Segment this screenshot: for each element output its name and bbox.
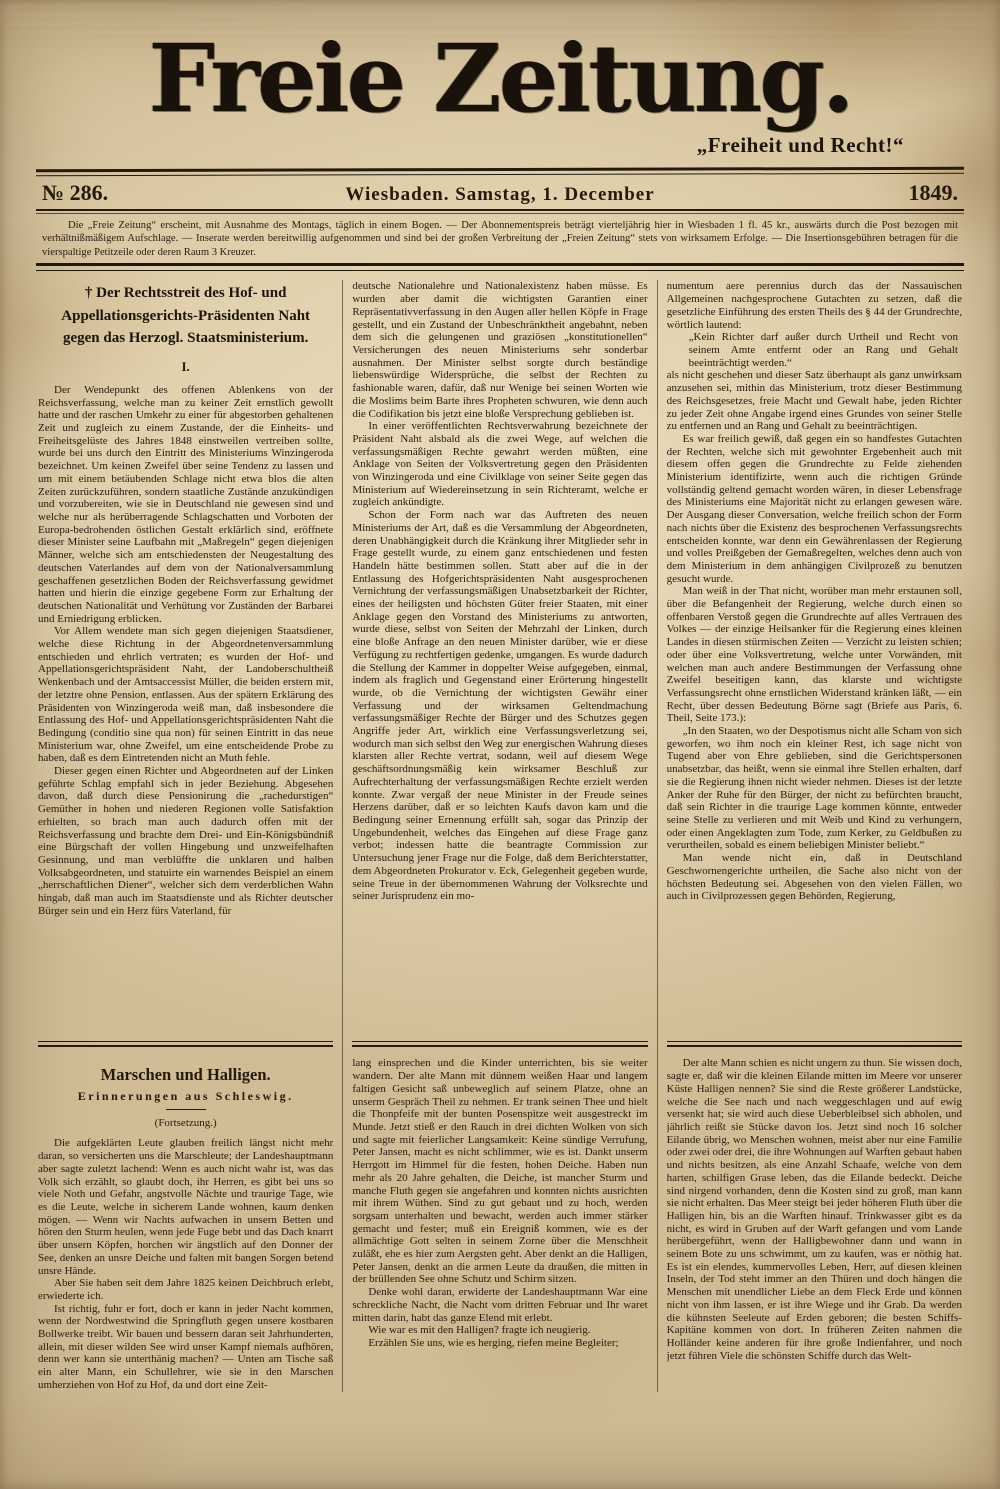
- continuation-note: (Fortsetzung.): [154, 1117, 217, 1130]
- paragraph: numentum aere perennius durch das der Nassauischen Allgemeinen nachgesprochene Gutachten zu setzen, daß die gesetzliche Einführung des ersten Theils des § 44 der Grundrechte, wörtlich lautend:: [666, 280, 962, 331]
- paragraph: Man weiß in der That nicht, worüber man mehr erstaunen soll, über die Befangenheit der Regierung, welche durch einen so offenbaren Verstoß gegen die Grundrechte auf alles Vertrauen des Volkes — der einzige Heilsanker für die Regierung eines kleinen Landes in diesen stürmischen Zeiten — Verzicht zu leisten schien; oder über eine Volksvertretung, welche unter Vorwänden, mit welchen man auch andere Bestimmungen der Verfassung ohne Zweifel beseitigen kann, das klarste und wichtigste Verfassungsrecht ohne ernstlichen Widerstand kränken läßt, — ein Recht, über dessen Bedeutung Börne sagt (Briefe aus Paris, 6. Theil, Seite 173.):: [666, 585, 962, 725]
- column-2-article-1: [352, 280, 647, 1032]
- paragraph: In einer veröffentlichten Rechtsverwahrung bezeichnete der Präsident Naht alsbald als die zwei Wege, auf welchen die verfassungsmäßigen Rechte gewahrt werden müßten, eine Anklage von Seiten der Volksvertretung gegen den Präsidenten von Winzingeroda und eine Civilklage von seiner Seite gegen das Ministerium auf Wiedereinsetzung in sein Richteramt, welche er zugleich ankündigte.: [352, 420, 648, 509]
- column-3-article-2: [667, 1057, 962, 1362]
- dagger-mark: †: [84, 285, 93, 302]
- paragraph: Aber Sie haben seit dem Jahre 1825 keinen Deichbruch erlebt, erwiederte ich.: [38, 1277, 334, 1302]
- paragraph: Man wende nicht ein, daß in Deutschland Geschwornengerichte urtheilen, die Sache also nicht von der höchsten Bedeutung sei. Abgesehen von den vielen Fällen, wo auch in Civilprozessen gegen Behörden, Regierung,: [666, 852, 962, 903]
- section-divider-rule: [38, 1041, 333, 1047]
- year: 1849.: [908, 179, 958, 205]
- quote-paragraph: „In den Staaten, wo der Despotismus nicht alle Scham von sich geworfen, wo ihm noch ein kleiner Rest, ich sage nicht von Tugend aber von Ehre geblieben, sind die Gerichtspersonen unabsetzbar, das heißt, wenn sie einmal ihre Stellen erhalten, darf sie die Regierung ihnen nicht wieder nehmen. Dieses ist der letzte Anker der Ruhe für den Bürger, der nicht zu befürchten braucht, daß sein Richter in die traurige Lage kommen könnte, entweder seine Stelle zu verlieren und mit Weib und Kind zu verhungern, oder einen Angeklagten zum Tode, zum Kerker, zu Geldbußen zu verurtheilen, sobald es einem beliebigen Minister beliebt.“: [666, 725, 962, 852]
- column-2-article-2: [352, 1057, 647, 1349]
- paragraph: Die aufgeklärten Leute glauben freilich längst nicht mehr daran, so versicherten uns die Marschleute; der Landeshauptmann aber sagte zuletzt lachend: Wenn es auch nicht wahr ist, was das Volk sich erzählt, so glaubt doch, ihr Herren, es gibt bei uns so viele Noth und Gefahr, angstvolle Nächte und traurige Tage, wie es die Leute, welche in sicherem Lande wohnen, kaum denken mögen. — Wenn wir Nachts aufwachen in unsern Betten und hören den Sturm heulen, wenn jede Fuge bebt und das Dach knarrt über unsern Köpfen, horchen wir ängstlich auf den Donner der See, denken an unsre Deiche und falten mit bangen Sorgen betend unsre Hände.: [38, 1137, 334, 1277]
- paragraph: Der Wendepunkt des offenen Ablenkens von der Reichsverfassung, welche man zu keiner Zeit ernstlich gewollt hatte und der raschen Umkehr zu einer für abgestorben gehaltenen Zeit und zugleich zu einem Zustande, der die Einheits- und Freiheitsgelüste des Jahres 1848 einstweilen vertreiben sollte, wurde bei uns durch den Eintritt des Ministeriums Winzingeroda bezeichnet. Um keinen Zweifel über seine Tendenz zu lassen und um mit einem betäubenden Schlage nicht etwa blos die alten Zeiten zurückzuführen, sondern staatliche Zustände anzukündigen und vorzubereiten, wie sie in Deutschland nie gewesen sind und welche nur als herüberragende Schlagschatten und Vorboten der Europa-bedrohenden östlichen Gestalt erklärlich sind, eröffnete dieser Minister seine Laufbahn mit „Maßregeln“ gegen diejenigen Männer, welche sich am entschiedensten der Neugestaltung des deutschen Vaterlandes auf dem von der Nationalversammlung geschaffenen gesetzlichen Boden der Reichsverfassung gewidmet hatten und hierin die einzige gegebene Form zur Erhaltung der deutschen Nationalität und Verhütung vor Zuständen der Barbarei und Erniedrigung erblicken.: [38, 383, 334, 625]
- dateline: Wiesbaden. Samstag, 1. December: [345, 183, 655, 205]
- quote-paragraph: „Kein Richter darf außer durch Urtheil und Recht von seinem Amte entfernt oder an Rang und Gehalt beeinträchtigt werden.“: [688, 331, 958, 369]
- issue-number: № 286.: [42, 179, 109, 205]
- paragraph: Vor Allem wendete man sich gegen diejenigen Staatsdiener, welche diese Richtung in der Abgeordnetenversammlung entschieden und ehrlich vertraten; es wurden der Hof- und Appellationsgerichtspräsident Naht, der Landoberschultheiß Wenkenbach und der Amtsaccessist Müller, die beiden erstern mit, der letztre ohne Pension, entlassen. Aus der spätern Erklärung des Präsidenten von Winzingeroda weiß man, daß insbesondere die Entlassung des Hof- und Appellationsgerichtspräsidenten Naht die Bedingung (conditio sine qua non) für seinen Eintritt in das neue Ministerium war, ohne Zweifel, um eine entscheidende Probe zu haben, daß es dem Eintretenden nicht an Muth fehle.: [38, 625, 334, 765]
- section-divider-rule: [352, 1041, 647, 1047]
- dateline-row: [0, 175, 1000, 209]
- column-2: [342, 280, 656, 1391]
- column-1-article-2: [38, 1057, 333, 1391]
- column-1: [38, 280, 342, 1391]
- dateline-rule: [36, 209, 964, 214]
- paragraph: Wie war es mit den Halligen? fragte ich neugierig.: [368, 1324, 591, 1337]
- masthead: [0, 0, 1000, 158]
- article1-headline-text: Der Rechtsstreit des Hof- und Appellationsgerichts-Präsidenten Naht gegen das Herzogl. Staatsministerium.: [61, 285, 311, 347]
- column-3-article-1: [667, 280, 962, 1032]
- paragraph: Der alte Mann schien es nicht ungern zu thun. Sie wissen doch, sagte er, daß wir die kleinen Eilande mitten im Meere vor unserer Küste Halligen nennen? Sie sind die Reste größerer Landstücke, welche die See nach und nach weggeschlagen und auf ewig versenkt hat; sie wird auch diese Ueberbleibsel sich abholen, und jährlich reißt sie Stücke davon los. Jetzt sind noch 16 solcher Eilande übrig, wo Menschen wohnen, meist aber nur eine Familie oder zwei oder drei, die ihre Wohnungen auf Warften gebaut haben und nichts besitzen, als eine Anzahl Schaafe, welche von dem harten, schilfigen Grase leben, das die Eilande bedeckt. Deiche sind nirgend vorhanden, denn die Kosten sind zu groß, man kann sie nicht erhalten. Das Meer steigt bei jeder höheren Fluth über die Halligen hin, bis an die Warften hinauf. Trinkwasser gibt es da nicht, es wird in Gruben auf der Warft gefangen und vom Lande herübergeführt, wenn der Halligbewohner dann und wann in seinem Bote zu uns schwimmt, um zu kaufen, was er nöthig hat. Es ist ein elendes, kummervolles Leben, Herr, auf diesen kleinen Inseln, der Tod steht immer an den Thüren und doch hängen die Menschen mit unendlicher Liebe an dem Fleck Erde und können nicht von ihm lassen, er ist ihre Wiege und ihr Grab. Da werden die kühnsten Seeleute auf Erden geboren; die besten Schiffs-Kapitäne kommen von dort. In früheren Zeiten nahmen die Holländer keine anderen für ihre große Indienfahrer, und noch jetzt führen Viele die schönsten Schiffe durch das Welt-: [666, 1057, 962, 1362]
- heavy-double-rule: [36, 263, 964, 271]
- paragraph: Es war freilich gewiß, daß gegen ein so handfestes Gutachten der Rechten, welche sich mit gewohnter Ergebenheit auch mit diesem offen gegen die Grundrechte zu Felde ziehenden Ministerium identifizirte, wenn auch die richtigen Gründe vollständig geltend gemacht worden wären, in dieser Lebensfrage des Ministeriums eine Majorität nicht zu erlangen gewesen wäre. Der Ausgang dieser Conversation, welche freilich schon der Form nach nichts über die Existenz des besprochenen Verfassungsrechts entscheiden konnte, war denn ein Gewährenlassen der Regierung und volles Preißgeben der Gemaßregelten, welches denn auch von dem Ministerium in dem anhängigen Civilprozeß zu benutzen gesucht wurde.: [666, 432, 962, 585]
- paragraph: Denke wohl daran, erwiderte der Landeshauptmann War eine schreckliche Nacht, die Nacht vom dritten Februar und Ihr waret mitten darin, habt das ganze Elend mit erlebt.: [352, 1286, 648, 1324]
- paragraph: als nicht geschehen und dieser Satz überhaupt als ganz unwirksam anzusehen sei, mithin das Ministerium, trotz dieser Bestimmung des Reichsgesetzes, freie Macht und Gewalt habe, jeden Richter zu jeder Zeit ohne Angabe irgend eines Grundes von seiner Stelle zu entfernen und an Rang und Gehalt zu beeinträchtigen.: [666, 369, 962, 433]
- masthead-motto: „Freiheit und Recht!“: [696, 132, 904, 157]
- column-3: [657, 280, 962, 1391]
- section-numeral: I.: [181, 358, 190, 374]
- subhead-rule: [166, 1109, 206, 1110]
- article2-headline: Marschen und Halligen.: [100, 1065, 271, 1085]
- article1-headline: [42, 282, 329, 350]
- section-divider-rule: [667, 1041, 962, 1047]
- imprint-notice: Die „Freie Zeitung“ erscheint, mit Ausnahme des Montags, täglich in einem Bogen. — Der Abonnementspreis beträgt vierteljährig hier in Wiesbaden 1 fl. 45 kr., auswärts durch die Post bezogen mit verhältnißmäßigem Aufschlage. — Inserate werden bereitwillig aufgenommen und sind bei der großen Verbreitung der „Freien Zeitung“ stets von wirksamem Erfolge. — Die Insertionsgebühren betragen für die vierspaltige Petitzeile oder deren Raum 3 Kreuzer.: [42, 219, 958, 258]
- masthead-title: Freie Zeitung.: [148, 24, 852, 134]
- paragraph: Dieser gegen einen Richter und Abgeordneten auf der Linken geführte Schlag empfahl sich in jeder Beziehung. Abgesehen davon, daß durch diese Pensionirung die „rachedurstigen“ Gemüther in hohen und niederen Regionen volle Satisfaktion erhielten, so brach man auch dadurch offen mit der Reichsverfassung und brachte dem Drei- und Ein-Königsbündniß eine Bürgschaft der vollen Hingebung und unzweifelhaften Gesinnung, und man verblüffte die unklaren und halben Volksabgeordneten, und statuirte ein warnendes Beispiel an einem „herrschaftlichen Diener“, welcher sich dem verderblichen Wahn hingab, daß man auch im Staatsdienste und als Richter deutscher Bürger sein und ein Herz fürs Vaterland, für: [38, 765, 334, 917]
- article2-subhead: Erinnerungen aus Schleswig.: [77, 1089, 294, 1104]
- body-columns: [0, 271, 1000, 1391]
- column-1-article-1: [38, 280, 333, 1032]
- paragraph: lang einsprechen und die Kinder unterrichten, bis sie weiter wandern. Der alte Mann mit dünnem weißen Haar und langem faltigen Gesicht saß unbeweglich auf seinem Platze, ohne an unserm Gespräch Theil zu nehmen. Er trank seinen Thee und hielt die Thonpfeife mit der bunten Posenspitze weit ausgestreckt im Munde. Jetzt stieß er den Rauch in drei dichten Wolken von sich und sagte mit feierlicher Langsamkeit: Keine sündige Verrufung, Peter Jansen, macht es nicht schlimmer, wie es ist. Dankt unserm Herrgott im Himmel für die festen, hohen Deiche. Haben nun mehr als 20 Jahre gehalten, die Deiche, ist mancher Sturm und manche Fluth gegen sie angefahren und konnten nichts ausrichten mit ihrem Wüthen. Sind zu gut gebaut und zu hoch, werden sorgsam unterhalten und bewacht, werden auch immer stärker gemacht und fester; muß ein Ereigniß kommen, wie es der allmächtige Gott selten in seinem Zorne über die Menschheit zuläßt, ehe es hier zum Aergsten geht. Aber denkt an die Halligen, Peter Jansen, denkt an die armen Leute da draußen, die mitten in der brüllenden See ohne Schutz und Schirm sitzen.: [352, 1057, 648, 1286]
- paragraph: Ist richtig, fuhr er fort, doch er kann in jeder Nacht kommen, wenn der Nordwestwind die Springfluth gegen unsere kostbaren Bollwerke treibt. Wir bauen und bessern daran seit Jahrhunderten, allein, mit dieser wilden See wird unser Kampf niemals aufhören, denn wer kann sie unterthänig machen? — Unten am Tische saß ein alter Mann, ein Schullehrer, wie sie in den Marschen umherziehen von Hof zu Hof, da und dort eine Zeit-: [38, 1302, 334, 1391]
- paragraph: deutsche Nationalehre und Nationalexistenz haben müsse. Es wurden aber damit die wichtigsten Garantien einer Repräsentativverfassung in den Augen aller hellen Köpfe in Frage gestellt, und ein Zustand der Unbeschränktheit angebahnt, neben dem sich die gelungenen und graziösen „konstitutionellen“ Versicherungen des neuen Ministeriums sehr sonderbar ausnahmen. Der Minister selbst sorgte durch beständige liebenswürdige Widersprüche, die selbst der Rechten zu fashionable waren, dafür, daß nur Wenige bei seinen Worten wie die Moslims beim Barte ihres Propheten schwuren, wie denn auch die Codifikation bis jetzt eine bloße Versprechung geblieben ist.: [352, 280, 648, 420]
- paragraph: Schon der Form nach war das Auftreten des neuen Ministeriums der Art, daß es die Versammlung der Abgeordneten, deren Unabhängigkeit durch die Kränkung ihrer Mitglieder sehr in Frage gestellt wurde, zu einem ganz entschiedenen und festen Handeln hätte bestimmen sollen. Statt aber auf die in der Entlassung des Hofgerichtspräsidenten Naht ausgesprochenen Vernichtung der verfassungsmäßigen Unabsetzbarkeit der Richter, eines der heiligsten und höchsten Güter freier Staaten, mit einer Anklage gegen den Vorstand des Ministeriums zu antworten, wurde diese, selbst von Seiten der Mehrzahl der Linken, durch eine bloße Anfrage an den neuen Minister darüber, wie er diese Verfügung zu rechtfertigen gedenke, umgangen. Es wurde dadurch die Stellung der Kammer in doppelter Weise aufgegeben, einmal, indem als fraglich und Gegenstand einer Erörterung hingestellt wurde, ob die Vernichtung der wichtigsten Gewähr einer Verfassung und der wirksamen Geltendmachung verfassungsmäßiger Rechte der Bürger und des Schutzes gegen Angriffe jeder Art, wirklich eine Verfassungsverletzung sei, wodurch man sich selbst den Weg zur energischen Wahrung dieses klarsten aller Rechte vertrat, sodann, weil auf diesem Wege geschäftsordnungsmäßig kein wirksamer Beschluß zur Aufrechterhaltung der verfassungsmäßigen Rechte erzielt werden konnte. Zwar vergaß der neue Minister in der Freude seines Herzens darüber, daß er so leichten Kaufs davon kam und die Bedingung seiner Ernennung erfüllt sah, sogar das Prinzip der Ungebundenheit, welches das Eingehen auf diese Frage ganz verbot; indessen hatte die beantragte Commission zur Untersuchung jener Frage nur die Folge, daß dem Berichterstatter, dem Abgeordneten Prokurator v. Eck, Gelegenheit gegeben wurde, seine Treue in der übernommenen Wahrung der Volksrechte und seiner Jurisprudenz ein mo-: [352, 509, 648, 903]
- paragraph: Erzählen Sie uns, wie es herging, riefen meine Begleiter;: [368, 1336, 619, 1349]
